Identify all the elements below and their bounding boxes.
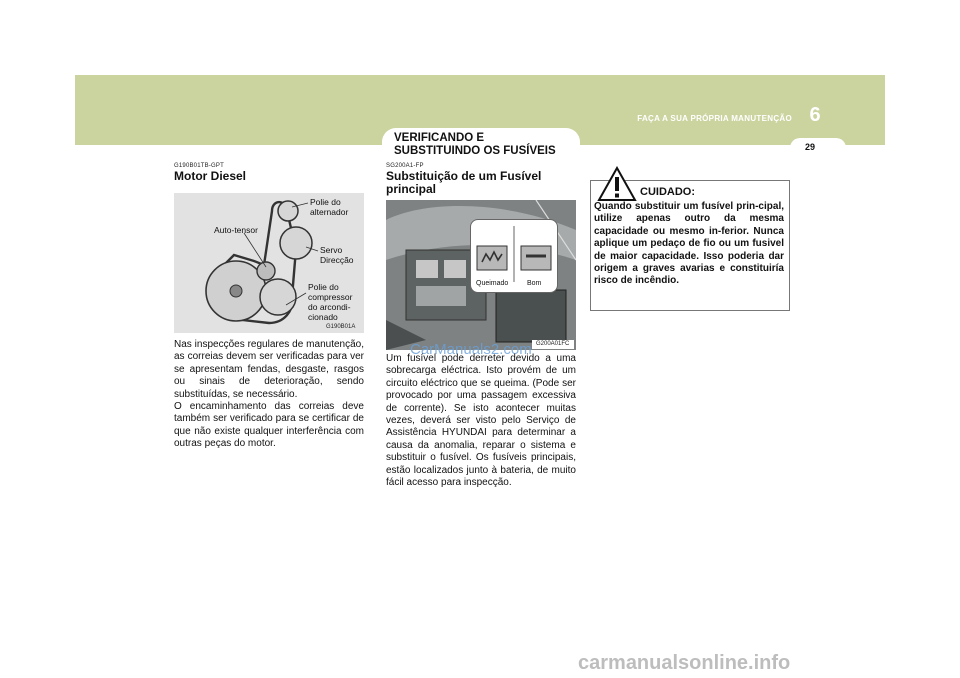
warning-triangle-icon [597, 166, 637, 202]
middle-column-heading [386, 163, 576, 196]
fuse-block-1 [416, 260, 438, 278]
label-good: Bom [527, 280, 542, 287]
fuse-figure-code: G200A01FC [536, 341, 570, 347]
section-title [394, 132, 580, 158]
caution-title: CUIDADO: [640, 186, 695, 198]
label-alternator-line-2: alternador [310, 207, 349, 217]
middle-section-code: SG200A1-FP [386, 163, 424, 169]
belt-figure-code: G190B01A [326, 324, 356, 330]
fuse-block-3 [416, 286, 466, 306]
servo-pulley [280, 227, 312, 259]
label-servo [320, 245, 354, 265]
burned-fuse [477, 246, 507, 270]
middle-heading-line-1: Substituição de um Fusível [386, 169, 542, 183]
label-compressor [308, 282, 352, 322]
left-paragraph-1: Nas inspecções regulares de manutenção, as correias devem ser verificadas para ver se apresentam fendas, desgaste, rasgos ou sinais de deterioração, sendo substituídas, se necessário. [174, 339, 364, 400]
fuse-block-2 [444, 260, 466, 278]
crankshaft-pulley-hub [230, 285, 242, 297]
label-alternator-line-1: Polie do [310, 197, 341, 207]
alternator-pulley [278, 201, 298, 221]
auto-tensioner-pulley [257, 262, 275, 280]
label-compressor-line-4: cionado [308, 312, 338, 322]
left-body-text [174, 339, 364, 451]
left-heading: Motor Diesel [174, 169, 247, 183]
overlay-watermark: CarManuals2.com [410, 341, 532, 358]
label-compressor-line-1: Polie do [308, 282, 339, 292]
left-paragraph-2: O encaminhamento das correias deve também ser verificado para se certificar de que não existe qualquer interferência com outras peças do motor. [174, 401, 364, 450]
left-column-heading [174, 163, 364, 183]
label-compressor-line-3: do arcondi- [308, 302, 351, 312]
label-auto-tensor: Auto-tensor [214, 225, 258, 235]
label-alternator [310, 197, 348, 217]
section-title-line-1: VERIFICANDO E [394, 132, 485, 144]
page-number: 29 [804, 142, 815, 152]
middle-heading [386, 170, 576, 196]
middle-heading-line-2: principal [386, 182, 437, 196]
battery [496, 290, 566, 342]
middle-paragraph: Um fusível pode derreter devido a uma sobrecarga eléctrica. Isto provém de um circuito eléctrico que se queima. (Pode ser provocado por uma passagem excessiva de corrente). Se isto acontecer muitas vezes, deverá ser visto pelo Serviço de Assistência HYUNDAI para determinar a causa da anomalia, reparar o sistema e substituir o fusível. Os fusíveis principais, estão localizados junto à bateria, de muito fácil acesso para inspecção. [386, 353, 576, 489]
section-title-line-2: SUBSTITUINDO OS FUSÍVEIS [394, 145, 556, 157]
label-burned: Queimado [476, 280, 509, 287]
compressor-pulley [260, 279, 296, 315]
footer-watermark: carmanualsonline.info [578, 652, 791, 674]
label-servo-line-2: Direcção [320, 255, 354, 265]
label-compressor-line-2: compressor [308, 292, 353, 302]
chapter-number: 6 [809, 104, 821, 126]
left-section-code: G190B01TB-GPT [174, 163, 224, 169]
chapter-title: FAÇA A SUA PRÓPRIA MANUTENÇÃO [637, 114, 792, 123]
label-servo-line-1: Servo [320, 245, 343, 255]
good-fuse [521, 246, 551, 270]
caution-text: Quando substituir um fusível prin-cipal, utilize apenas outro da mesma capacidade ou mesmo in-ferior. Nunca aplique um pedaço de fio ou um fusivel de maior capacidade. Isso poderia dar origem a graves avarias e constituiría risco de incêndio. [594, 201, 784, 287]
